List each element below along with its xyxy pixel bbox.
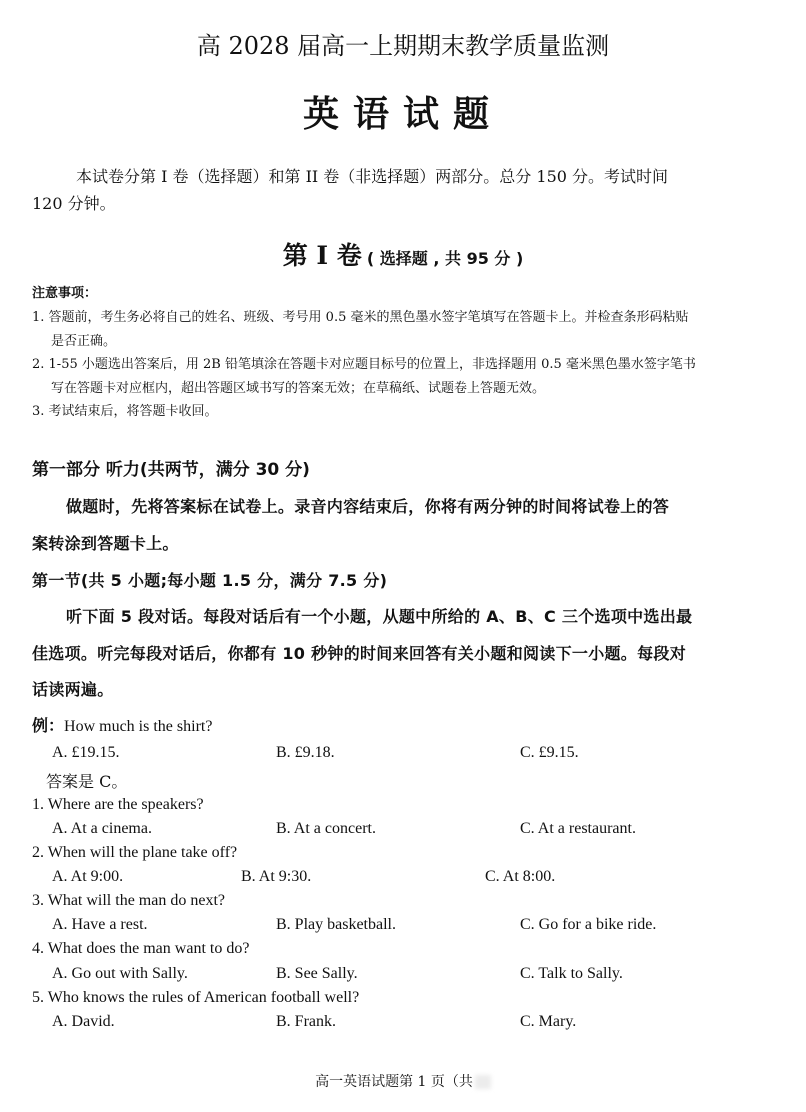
question-4: 4. What does the man want to do?: [32, 940, 250, 957]
question-5: 5. Who knows the rules of American football well?: [32, 989, 360, 1006]
notice-heading: 注意事项：: [32, 286, 98, 301]
question-3-option-c: C. Go for a bike ride.: [520, 916, 657, 933]
footer-redaction: [475, 1075, 491, 1089]
exam-header: 高 2028 届高一上期期末教学质量监测: [196, 32, 610, 60]
question-4-option-a: A. Go out with Sally.: [52, 965, 188, 982]
question-5-option-a: A. David.: [52, 1013, 115, 1030]
question-2: 2. When will the plane take off?: [32, 844, 238, 861]
question-4-option-b: B. See Sally.: [276, 965, 358, 982]
question-3-option-b: B. Play basketball.: [276, 916, 396, 933]
intro-line-1: 本试卷分第 I 卷（选择题）和第 II 卷（非选择题）两部分。总分 150 分。考试时间: [76, 167, 669, 186]
volume-title-main: 第 Ⅰ 卷: [282, 241, 362, 270]
example-answer: 答案是 C。: [46, 772, 128, 791]
page-footer: [0, 1071, 806, 1091]
question-2-option-c: C. At 8:00.: [485, 868, 556, 885]
section1-title: 第一节(共 5 小题;每小题 1.5 分，满分 7.5 分): [32, 571, 388, 590]
question-3: 3. What will the man do next?: [32, 892, 225, 909]
example-option-b: B. £9.18.: [276, 744, 335, 761]
question-1-option-b: B. At a concert.: [276, 820, 376, 837]
notice-item-2-line-2: 写在答题卡对应框内，超出答题区域书写的答案无效；在草稿纸、试题卷上答题无效。: [51, 381, 546, 396]
part1-instruction-line-1: 做题时，先将答案标在试卷上。录音内容结束后，你将有两分钟的时间将试卷上的答: [66, 497, 670, 516]
question-5-option-c: C. Mary.: [520, 1013, 577, 1030]
subject-title: 英语试题: [302, 93, 503, 135]
example-option-a: A. £19.15.: [52, 744, 120, 761]
section1-instruction-line-2: 佳选项。听完每段对话后，你都有 10 秒钟的时间来回答有关小题和阅读下一小题。每段对: [32, 644, 687, 663]
example-question-text: How much is the shirt?: [64, 718, 213, 735]
question-1-option-a: A. At a cinema.: [52, 820, 152, 837]
section1-instruction-line-3: 话读两遍。: [32, 680, 114, 699]
notice-item-1-line-2: 是否正确。: [51, 334, 117, 349]
example-option-c: C. £9.15.: [520, 744, 579, 761]
example-question: [32, 713, 212, 736]
part1-title: 第一部分 听力(共两节，满分 30 分): [32, 460, 310, 480]
volume-title-sub: ( 选择题 , 共 95 分 ): [366, 249, 524, 268]
question-1-option-c: C. At a restaurant.: [520, 820, 636, 837]
volume-title: [0, 236, 806, 272]
notice-item-2-line-1: 2. 1-55 小题选出答案后，用 2B 铅笔填涂在答题卡对应题目标号的位置上，非选择题用 0.5 毫米黑色墨水签字笔书: [32, 357, 696, 372]
question-2-option-a: A. At 9:00.: [52, 868, 124, 885]
question-2-option-b: B. At 9:30.: [241, 868, 312, 885]
example-label: 例：: [32, 716, 65, 735]
notice-item-3: 3. 考试结束后，将答题卡收回。: [32, 404, 218, 419]
section1-instruction-line-1: 听下面 5 段对话。每段对话后有一个小题，从题中所给的 A、B、C 三个选项中选出最: [66, 607, 693, 626]
part1-instruction-line-2: 案转涂到答题卡上。: [32, 534, 179, 553]
question-4-option-c: C. Talk to Sally.: [520, 965, 623, 982]
question-5-option-b: B. Frank.: [276, 1013, 336, 1030]
footer-page-text: 高一英语试题第 1 页（共: [315, 1074, 473, 1090]
question-1: 1. Where are the speakers?: [32, 796, 204, 813]
question-3-option-a: A. Have a rest.: [52, 916, 148, 933]
notice-item-1-line-1: 1. 答题前，考生务必将自己的姓名、班级、考号用 0.5 毫米的黑色墨水签字笔填写在答题卡上。并检查条形码粘贴: [32, 310, 689, 325]
intro-line-2: 120 分钟。: [32, 194, 116, 213]
